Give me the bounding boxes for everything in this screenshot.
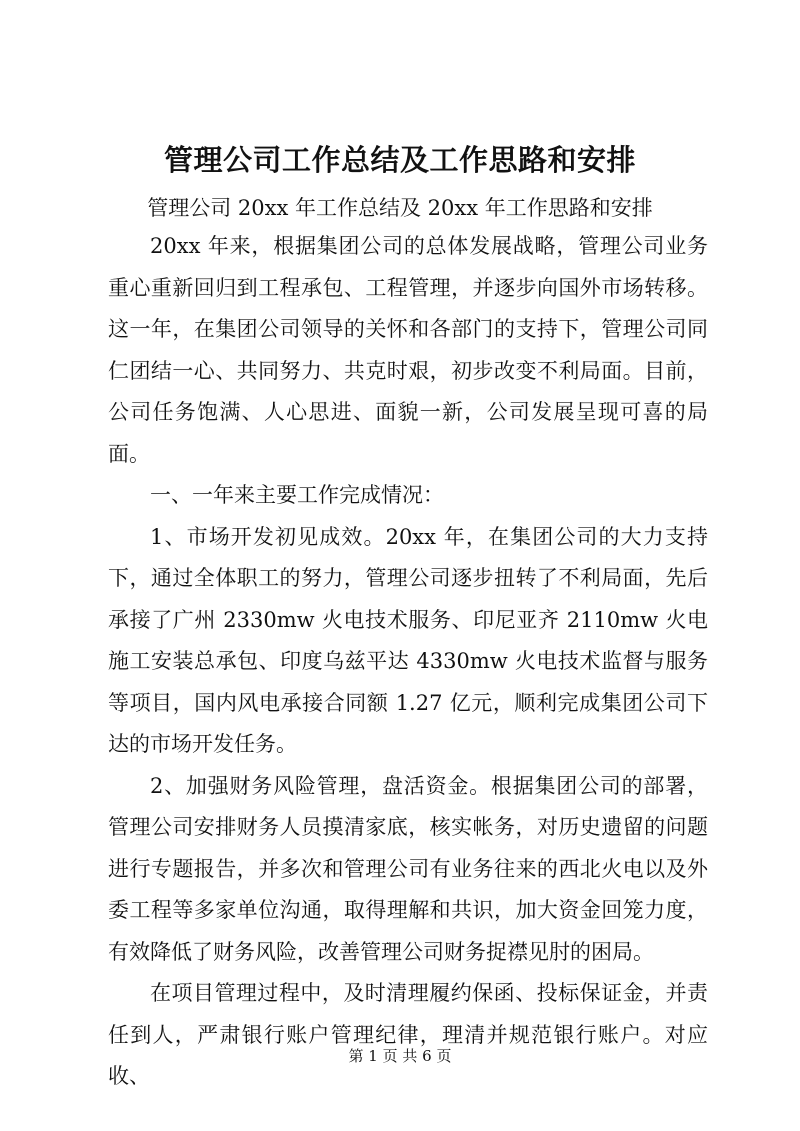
document-subtitle: 管理公司 20xx 年工作总结及 20xx 年工作思路和安排 <box>147 196 653 220</box>
document-body <box>108 226 708 1098</box>
paragraph-intro: 20xx 年来，根据集团公司的总体发展战略，管理公司业务重心重新回归到工程承包、工程管理，并逐步向国外市场转移。这一年，在集团公司领导的关怀和各部门的支持下，管理公司同仁团结一心、共同努力、共克时艰，初步改变不利局面。目前，公司任务饱满、人心思进、面貌一新，公司发展呈现可喜的局面。 <box>108 234 708 466</box>
section-heading: 一、一年来主要工作完成情况： <box>150 483 444 507</box>
page-footer: 第 1 页 共 6 页 <box>348 1047 452 1065</box>
paragraph-project-management: 在项目管理过程中，及时清理履约保函、投标保证金，并责任到人，严肃银行账户管理纪律，理清并规范银行账户。对应收、 <box>108 981 708 1088</box>
paragraph-market-development: 1、市场开发初见成效。20xx 年，在集团公司的大力支持下，通过全体职工的努力，管理公司逐步扭转了不利局面，先后承接了广州 2330mw 火电技术服务、印尼亚齐 2110mw 火电施工安装总承包、印度乌兹平达 4330mw 火电技术监督与服务等项目，国内风电承接合同额 1.27 亿元，顺利完成集团公司下达的市场开发任务。 <box>108 524 708 756</box>
paragraph-financial-risk: 2、加强财务风险管理，盘活资金。根据集团公司的部署，管理公司安排财务人员摸清家底，核实帐务，对历史遗留的问题进行专题报告，并多次和管理公司有业务往来的西北火电以及外委工程等多家单位沟通，取得理解和共识，加大资金回笼力度，有效降低了财务风险，改善管理公司财务捉襟见肘的困局。 <box>108 773 708 964</box>
document-title: 管理公司工作总结及工作思路和安排 <box>163 143 636 177</box>
